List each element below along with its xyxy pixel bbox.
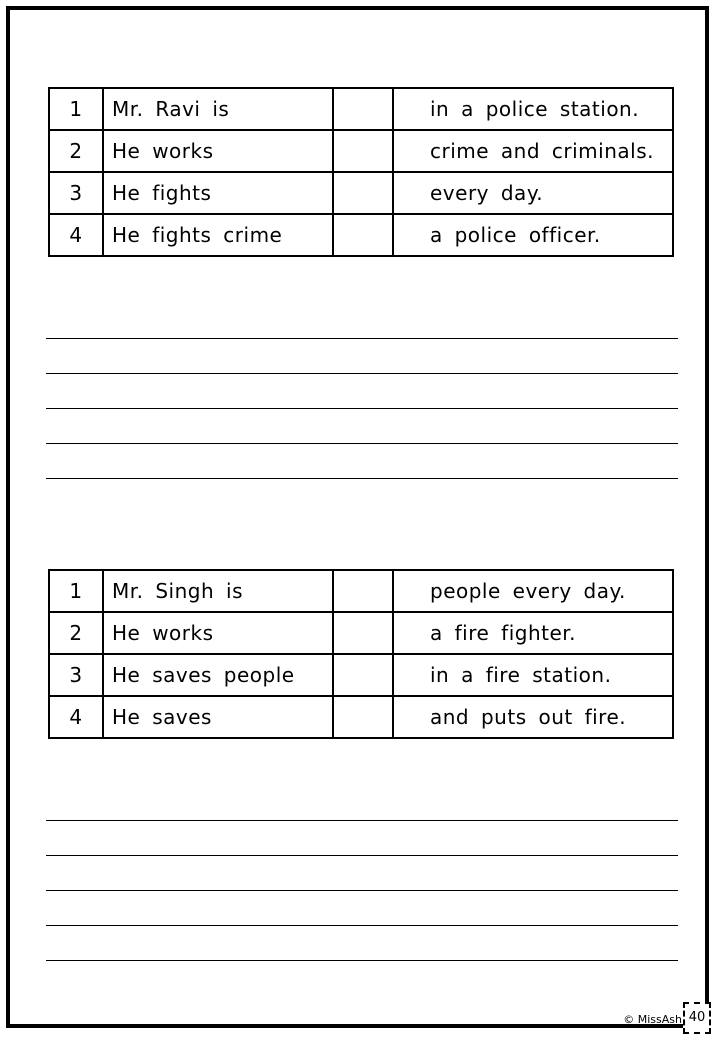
writing-line[interactable] <box>46 855 678 856</box>
table-row <box>49 172 673 214</box>
answer-box[interactable] <box>333 130 393 172</box>
sentence-start: Mr. Ravi is <box>103 88 333 130</box>
row-number: 3 <box>49 172 103 214</box>
sentence-end: every day. <box>393 172 673 214</box>
answer-box[interactable] <box>333 696 393 738</box>
sentence-start: He fights crime <box>103 214 333 256</box>
table-row <box>49 612 673 654</box>
writing-line[interactable] <box>46 373 678 374</box>
sentence-start: He fights <box>103 172 333 214</box>
row-number: 4 <box>49 214 103 256</box>
matching-table-2 <box>48 569 674 739</box>
answer-box[interactable] <box>333 172 393 214</box>
answer-box[interactable] <box>333 654 393 696</box>
row-number: 4 <box>49 696 103 738</box>
sentence-end: crime and criminals. <box>393 130 673 172</box>
answer-box[interactable] <box>333 214 393 256</box>
table-row <box>49 696 673 738</box>
sentence-end: a fire fighter. <box>393 612 673 654</box>
sentence-end: people every day. <box>393 570 673 612</box>
copyright-credit: © MissAsh <box>623 1013 682 1026</box>
writing-line[interactable] <box>46 408 678 409</box>
sentence-end: and puts out fire. <box>393 696 673 738</box>
writing-line[interactable] <box>46 925 678 926</box>
row-number: 2 <box>49 130 103 172</box>
table-row <box>49 130 673 172</box>
matching-table-1 <box>48 87 674 257</box>
page-number: 40 <box>683 1002 711 1034</box>
writing-line[interactable] <box>46 960 678 961</box>
row-number: 2 <box>49 612 103 654</box>
table-row <box>49 214 673 256</box>
sentence-start: He works <box>103 612 333 654</box>
writing-line[interactable] <box>46 890 678 891</box>
sentence-start: Mr. Singh is <box>103 570 333 612</box>
sentence-start: He saves people <box>103 654 333 696</box>
sentence-end: in a fire station. <box>393 654 673 696</box>
row-number: 1 <box>49 570 103 612</box>
writing-line[interactable] <box>46 443 678 444</box>
answer-box[interactable] <box>333 88 393 130</box>
sentence-start: He works <box>103 130 333 172</box>
row-number: 1 <box>49 88 103 130</box>
writing-line[interactable] <box>46 820 678 821</box>
sentence-end: in a police station. <box>393 88 673 130</box>
writing-line[interactable] <box>46 478 678 479</box>
table-row <box>49 88 673 130</box>
answer-box[interactable] <box>333 570 393 612</box>
table-row <box>49 654 673 696</box>
table-row <box>49 570 673 612</box>
answer-box[interactable] <box>333 612 393 654</box>
writing-line[interactable] <box>46 338 678 339</box>
sentence-end: a police officer. <box>393 214 673 256</box>
sentence-start: He saves <box>103 696 333 738</box>
row-number: 3 <box>49 654 103 696</box>
